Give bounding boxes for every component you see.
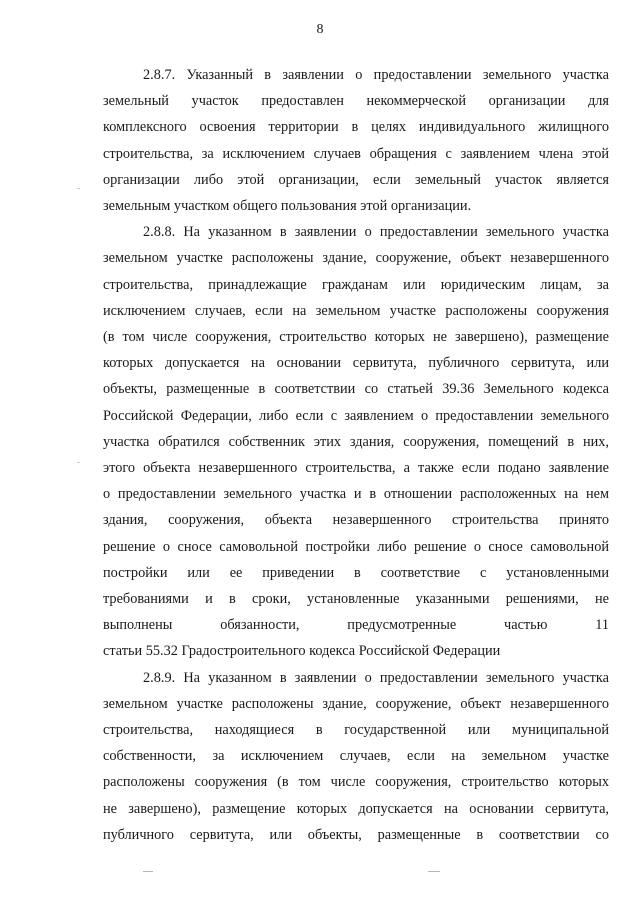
text-line: земельном участке расположены здание, сооружение, объект незавершенного bbox=[103, 695, 609, 712]
text-line: земельном участке расположены здание, сооружение, объект незавершенного bbox=[103, 250, 609, 267]
scan-mark bbox=[143, 871, 153, 872]
text-line: 2.8.9. На указанном в заявлении о предоставлении земельного участка bbox=[143, 669, 609, 686]
text-line: Российской Федерации, либо если с заявлением о предоставлении земельного bbox=[103, 407, 609, 424]
text-line: публичного сервитута, или объекты, размещенные в соответствии со bbox=[103, 826, 609, 843]
scan-mark bbox=[77, 462, 80, 463]
text-line: объекты, размещенные в соответствии со статьей 39.36 Земельного кодекса bbox=[103, 381, 609, 398]
paragraph-2-8-9 bbox=[103, 665, 609, 848]
text-line: расположены сооружения (в том числе сооружения, строительство которых bbox=[103, 774, 609, 791]
text-line: статьи 55.32 Градостроительного кодекса Российской Федерации bbox=[103, 643, 501, 660]
text-line: собственности, за исключением случаев, если на земельном участке bbox=[103, 748, 609, 765]
text-line: выполнены обязанности, предусмотренные частью 11 bbox=[103, 617, 609, 634]
paragraph-2-8-7 bbox=[103, 62, 609, 219]
text-line: (в том числе сооружения, строительство которых не завершено), размещение bbox=[103, 329, 609, 346]
text-line: земельный участок предоставлен некоммерческой организации для bbox=[103, 93, 609, 110]
text-line: земельным участком общего пользования этой организации. bbox=[103, 198, 472, 215]
text-line: строительства, принадлежащие гражданам или юридическим лицам, за bbox=[103, 276, 609, 293]
text-line: строительства, за исключением случаев обращения с заявлением члена этой bbox=[103, 145, 609, 162]
text-line: этого объекта незавершенного строительства, а также если подано заявление bbox=[103, 460, 609, 477]
text-line: решение о сносе самовольной постройки либо решение о сносе самовольной bbox=[103, 538, 609, 555]
text-line: участка обратился собственник этих здания, сооружения, помещений в них, bbox=[103, 433, 609, 450]
text-line: не завершено), размещение которых допускается на основании сервитута, bbox=[103, 800, 609, 817]
text-line: здания, сооружения, объекта незавершенного строительства принято bbox=[103, 512, 609, 529]
paragraph-2-8-8 bbox=[103, 219, 609, 664]
text-line: постройки или ее приведении в соответствие с установленными bbox=[103, 564, 609, 581]
page-number: 8 bbox=[316, 22, 324, 37]
text-line: 2.8.8. На указанном в заявлении о предоставлении земельного участка bbox=[143, 224, 609, 241]
text-line: которых допускается на основании сервитута, публичного сервитута, или bbox=[103, 355, 609, 372]
text-line: о предоставлении земельного участка и в отношении расположенных на нем bbox=[103, 486, 609, 503]
text-line: 2.8.7. Указанный в заявлении о предоставлении земельного участка bbox=[143, 67, 609, 83]
text-line: комплексного освоения территории в целях индивидуального жилищного bbox=[103, 119, 609, 136]
text-line: требованиями и в сроки, установленные указанными решениями, не bbox=[103, 591, 609, 608]
scan-mark bbox=[77, 188, 80, 189]
text-line: исключением случаев, если на земельном участке расположены сооружения bbox=[103, 302, 609, 319]
text-line: строительства, находящиеся в государственной или муниципальной bbox=[103, 722, 609, 739]
document-body bbox=[103, 62, 609, 848]
text-line: организации либо этой организации, если земельный участок является bbox=[103, 171, 609, 188]
scan-mark bbox=[428, 871, 440, 872]
